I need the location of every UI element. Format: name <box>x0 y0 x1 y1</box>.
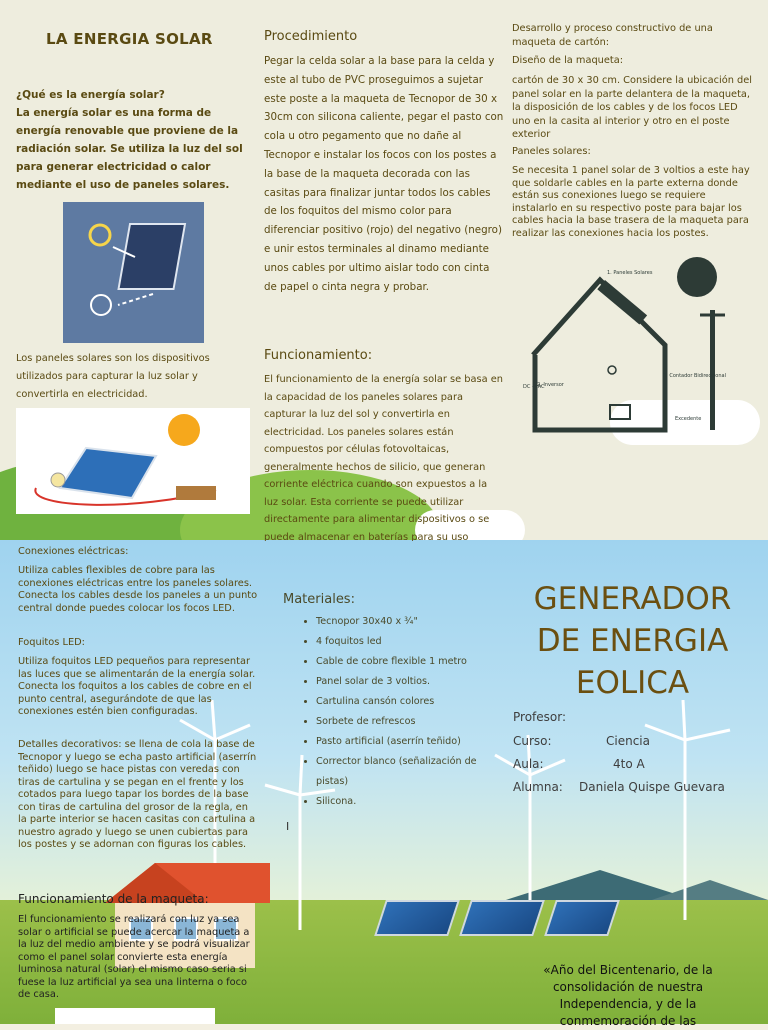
electric-pole <box>710 310 715 430</box>
model-function-text: El funcionamiento se realizará con luz ya sea solar o artificial se puede acercar la maqueta a la luz del medio ambiente y se podrá visualizar como el panel solar convierte esta energía luminosa natural (solar) el mismo caso seria si fuese la luz artificial ya sea una linterna o foco de casa. <box>18 914 250 1000</box>
diagram-label: 3. Contador Bidireccional <box>663 373 726 379</box>
alumna-label: Alumna: <box>513 780 563 794</box>
material-item: • Cartulina cansón colores <box>316 692 486 712</box>
connections-label: Conexiones eléctricas: <box>18 546 129 557</box>
light-bulb-icon <box>608 366 616 374</box>
diagram-label: 1. Paneles Solares <box>607 270 653 276</box>
material-item: • Corrector blanco (señalización de pistas) <box>316 752 486 792</box>
curso-label: Curso: <box>513 734 552 748</box>
function-heading: Funcionamiento: <box>264 348 373 363</box>
cover-title: GENERADOR DE ENERGIA EOLICA <box>533 581 732 701</box>
aula-value: 4to A <box>613 757 645 771</box>
panels-text: Se necesita 1 panel solar de 3 voltios a este hay que soldarle cables en la parte externa donde están sus conexiones luego se requiere instalarlo en su respectivo poste para bajar los cables hacia la base trasera de la maqueta para realizar las conexiones hacia los postes. <box>512 165 750 239</box>
material-item: • Cable de cobre flexible 1 metro <box>316 652 486 672</box>
sun-icon <box>677 257 717 297</box>
model-function-heading: Funcionamiento de la maqueta: <box>18 892 209 906</box>
function-text: El funcionamiento de la energía solar se basa en la capacidad de los paneles solares para capturar la luz del sol y convertirla en electricidad. Los paneles solares están compuestos por células fotovoltaicas, generalmente hechos de silicio, que generan corriente eléctrica cuando son expuestos a la luz solar. Esta corriente se puede utilizar directamente para alimentar dispositivos o se puede almacenar en baterías para su uso <box>264 374 503 541</box>
materials-list <box>300 612 486 812</box>
panels-description: Los paneles solares son los dispositivos utilizados para capturar la luz solar y convertirla en electricidad. <box>16 353 210 400</box>
question-heading: ¿Qué es la energía solar? <box>16 89 165 101</box>
development-text: Desarrollo y proceso constructivo de una maqueta de cartón: <box>512 23 713 48</box>
design-text: cartón de 30 x 30 cm. Considere la ubicación del panel solar en la parte delantera de la maqueta, la disposición de los cables y de los focos LED uno en la casita al interior y otro en el poste exterior <box>512 75 753 140</box>
material-item: • Pasto artificial (aserrín teñido) <box>316 732 486 752</box>
diagram-label: 2. Inversor <box>537 382 564 388</box>
connections-text: Utiliza cables flexibles de cobre para las conexiones eléctricas entre los paneles solares. Conecta los cables desde los paneles a un punto central donde puedes colocar los focos LED. <box>18 565 258 614</box>
led-label: Foquitos LED: <box>18 637 85 648</box>
sun-icon <box>168 414 200 446</box>
text-cursor: I <box>286 820 290 833</box>
material-item: • Panel solar de 3 voltios. <box>316 672 486 692</box>
procedure-heading: Procedimiento <box>264 29 358 44</box>
image-placeholder <box>55 1008 215 1024</box>
intro-text: La energía solar es una forma de energía renovable que proviene de la radiación solar. Se utiliza la luz del sol para generar electricidad o calor mediante el uso de paneles solares. <box>16 107 247 191</box>
page-title: LA ENERGIA SOLAR <box>46 30 213 48</box>
year-quote: «Año del Bicentenario, de la consolidación de nuestra Independencia, y de la conmemoración de las <box>543 963 713 1028</box>
decoration-text: Detalles decorativos: se llena de cola la base de Tecnopor y luego se echa pasto artificial (aserrín teñido) luego se hace pistas con veredas con tiras de cartulina y se pegan en el frente y los cotados para luego tapar los bordes de la base con tiras de cartulina del grosor de la regla, en la parte interior se hacen casitas con cartulina a nuestro agrado y luego se unen cubiertas para los postes y se adornan con figuras los cables. <box>18 739 257 850</box>
solar-circuit-image <box>16 408 250 514</box>
solar-panel-image <box>374 900 460 936</box>
procedure-text: Pegar la celda solar a la base para la celda y este al tubo de PVC proseguimos a sujetar este poste a la maqueta de Tecnopor de 30 x 30cm con silicona caliente, pegar el pasto con cola u otro pegamento que no dañe al Tecnopor e instalar los focos con los postes a la base de la maqueta decorada con las casitas para finalizar juntar todos los cables de los foquitos del mismo color para diferenciar positivo (rojo) del negativo (negro) e unir estos terminales al dinamo mediante unos cables por ultimo aislar todo con cinta de papel o cinta negra y probar. <box>264 55 504 293</box>
material-item: • Sorbete de refrescos <box>316 712 486 732</box>
alumna-value: Daniela Quispe Guevara <box>579 780 725 794</box>
profesor-label: Profesor: <box>513 710 567 724</box>
materials-heading: Materiales: <box>283 592 355 607</box>
aula-label: Aula: <box>513 757 544 771</box>
design-label: Diseño de la maqueta: <box>512 55 624 66</box>
material-item: • Tecnopor 30x40 x ¾" <box>316 612 486 632</box>
solar-panel-image <box>459 900 545 936</box>
led-text: Utiliza foquitos LED pequeños para representar las luces que se alimentarán de la energía solar. Conecta los foquitos a los cables de cobre en el punto central, asegurándote de que las conexiones estén bien configuradas. <box>18 656 256 717</box>
solar-panel-diagram-image <box>63 202 204 343</box>
solar-panel-image <box>544 900 620 936</box>
house-solar-diagram <box>515 245 765 440</box>
panels-label: Paneles solares: <box>512 146 591 157</box>
diagram-label: Excedente <box>675 416 702 422</box>
diagram-label: DC → AC <box>523 384 545 390</box>
material-item: • 4 foquitos led <box>316 632 486 652</box>
curso-value: Ciencia <box>606 734 650 748</box>
material-item: • Silicona. <box>316 792 486 812</box>
